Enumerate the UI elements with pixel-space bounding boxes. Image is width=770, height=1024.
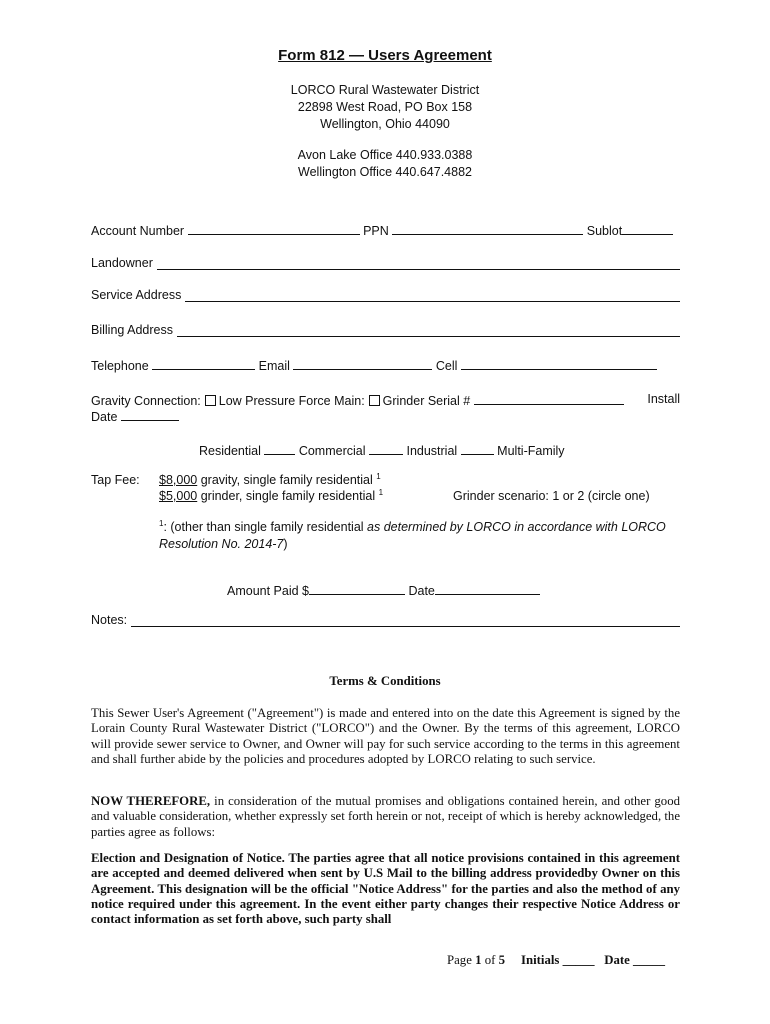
cell-label: Cell — [435, 359, 458, 373]
install-date-field[interactable] — [121, 408, 179, 421]
org-address-line2: Wellington, Ohio 44090 — [320, 117, 450, 131]
account-number-label: Account Number — [91, 224, 185, 238]
commercial-label: Commercial — [298, 444, 366, 458]
page-label: Page — [447, 953, 472, 967]
industrial-label: Industrial — [406, 444, 458, 458]
footnote-mark: 1 — [159, 519, 164, 528]
amount-paid-label: Amount Paid $ — [227, 584, 309, 598]
grinder-fee-amount: $5,000 — [159, 489, 198, 503]
footnote-mark: 1 — [378, 488, 384, 497]
account-row — [91, 222, 680, 238]
multi-family-label: Multi-Family — [497, 444, 565, 458]
install-date-label: Date — [91, 410, 118, 424]
billing-address-label: Billing Address — [91, 323, 173, 337]
gravity-connection-checkbox[interactable] — [205, 395, 216, 406]
email-field[interactable] — [293, 357, 432, 370]
service-address-label: Service Address — [91, 288, 182, 302]
org-name: LORCO Rural Wastewater District — [290, 83, 480, 97]
connection-row — [91, 392, 680, 408]
office-phone-avon: Avon Lake Office 440.933.0388 — [297, 148, 473, 162]
contact-row — [91, 357, 680, 373]
cell-field[interactable] — [461, 357, 657, 370]
billing-address-row — [91, 323, 680, 337]
notes-field[interactable] — [131, 614, 680, 627]
residential-field[interactable] — [264, 442, 295, 455]
notes-row — [91, 613, 680, 627]
initials-label: Initials _____ — [520, 953, 595, 967]
sublot-field[interactable] — [622, 222, 673, 235]
install-date-row — [91, 408, 179, 424]
billing-address-field[interactable] — [177, 324, 680, 337]
property-type-row — [199, 442, 565, 458]
low-pressure-checkbox[interactable] — [369, 395, 380, 406]
footnote-resolution: as determined by LORCO in accordance with LORCO Resolution No. 2014-7 — [159, 520, 666, 551]
sublot-label: Sublot — [586, 224, 623, 238]
landowner-label: Landowner — [91, 256, 153, 270]
form-title: Form 812 — Users Agreement — [278, 47, 492, 64]
install-label: Install — [647, 392, 680, 406]
landowner-field[interactable] — [157, 257, 680, 270]
now-therefore-label: NOW THEREFORE, — [91, 794, 211, 808]
tap-fee-footnote — [159, 519, 684, 553]
industrial-field[interactable] — [461, 442, 494, 455]
grinder-serial-field[interactable] — [474, 392, 624, 405]
telephone-field[interactable] — [152, 357, 255, 370]
terms-paragraph-now-therefore — [91, 794, 680, 840]
of-label: of — [484, 953, 496, 967]
gravity-connection-label: Gravity Connection: — [91, 394, 201, 408]
page-number: 1 — [475, 953, 482, 967]
landowner-row — [91, 256, 680, 270]
office-phone-wellington: Wellington Office 440.647.4882 — [298, 165, 472, 179]
org-address-line1: 22898 West Road, PO Box 158 — [297, 100, 473, 114]
low-pressure-label: Low Pressure Force Main: — [218, 394, 365, 408]
ppn-field[interactable] — [392, 222, 583, 235]
page-total: 5 — [498, 953, 505, 967]
tap-fee-label: Tap Fee: — [91, 473, 140, 487]
footnote-prefix: : (other than single family residential — [163, 520, 368, 534]
payment-date-field[interactable] — [435, 582, 540, 595]
terms-paragraph-intro: This Sewer User's Agreement ("Agreement") is made and entered into on the date this Agreement is signed by the Lorain County Rural Wastewater District ("LORCO") and the Owner. By the terms of this agreement, LORCO will provide sewer service to Owner, and Owner will pay for such service according to the terms in this agreement and shall further abide by the policies and procedures adopted by LORCO relating to such service. — [91, 706, 680, 766]
now-therefore-text: in consideration of the mutual promises and obligations contained herein, and other good and valuable consideration, whether expressly set forth herein or not, receipt of which is hereby acknowledged, the parties agree as follows: — [91, 794, 680, 839]
grinder-scenario: Grinder scenario: 1 or 2 (circle one) — [453, 489, 650, 503]
page-footer — [447, 953, 665, 968]
telephone-label: Telephone — [91, 359, 149, 373]
terms-paragraph-notice: Election and Designation of Notice. The parties agree that all notice provisions contained in this agreement are accepted and deemed delivered when sent by U.S Mail to the billing address providedby Owner on this Agreement. This designation will be the official "Notice Address" for the parties and also the method of any notice required under this agreement. In the event either party changes their respective Notice Address or contact information as set forth above, such party shall — [91, 851, 680, 927]
notes-label: Notes: — [91, 613, 128, 627]
grinder-serial-label: Grinder Serial # — [382, 394, 471, 408]
footer-date-label: Date _____ — [604, 953, 665, 967]
tap-fee-grinder — [159, 489, 383, 503]
service-address-field[interactable] — [185, 289, 680, 302]
gravity-fee-text: gravity, single family residential — [197, 473, 373, 487]
account-number-field[interactable] — [188, 222, 360, 235]
amount-paid-field[interactable] — [309, 582, 405, 595]
terms-heading: Terms & Conditions — [329, 674, 441, 688]
gravity-fee-amount: $8,000 — [159, 473, 198, 487]
service-address-row — [91, 288, 680, 302]
payment-date-label: Date — [408, 584, 435, 598]
footnote-suffix: ) — [283, 537, 288, 551]
footnote-mark: 1 — [376, 472, 381, 481]
ppn-label: PPN — [363, 224, 389, 238]
tap-fee-gravity — [159, 473, 381, 487]
grinder-fee-text: grinder, single family residential — [197, 489, 376, 503]
commercial-field[interactable] — [369, 442, 403, 455]
payment-row — [227, 582, 540, 598]
residential-label: Residential — [199, 444, 261, 458]
email-label: Email — [258, 359, 290, 373]
